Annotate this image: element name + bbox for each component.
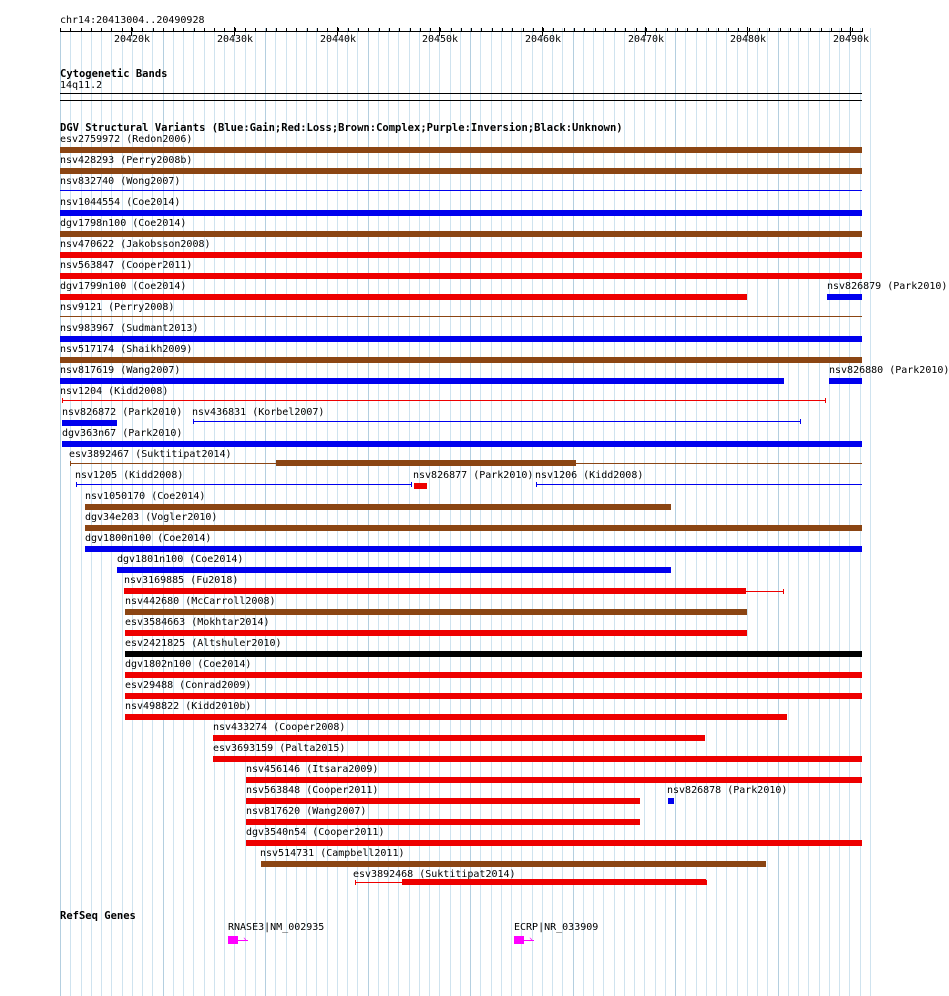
cytoband-rule-bottom bbox=[60, 100, 862, 101]
ruler-minor-tick bbox=[492, 28, 493, 32]
cytoband-title: Cytogenetic Bands bbox=[60, 68, 168, 80]
variant-bar[interactable] bbox=[62, 420, 117, 426]
ruler-minor-tick bbox=[70, 28, 71, 32]
variant-label: nsv826878 (Park2010) bbox=[667, 785, 788, 796]
variant-line[interactable] bbox=[62, 400, 825, 401]
ruler-minor-tick bbox=[358, 28, 359, 32]
ruler-minor-tick bbox=[317, 28, 318, 32]
ruler-minor-tick bbox=[245, 28, 246, 32]
region-label: chr14:20413004..20490928 bbox=[60, 15, 205, 26]
variant-start-cap bbox=[62, 398, 63, 403]
variant-bar[interactable] bbox=[85, 525, 862, 531]
variant-bar[interactable] bbox=[60, 231, 862, 237]
variant-bar[interactable] bbox=[125, 672, 862, 678]
gene-exon[interactable] bbox=[228, 936, 238, 944]
variant-label: nsv428293 (Perry2008b) bbox=[60, 155, 193, 166]
ruler-minor-tick bbox=[564, 28, 565, 32]
ruler-minor-tick bbox=[769, 28, 770, 32]
ruler-minor-tick bbox=[276, 28, 277, 32]
variant-bar[interactable] bbox=[60, 294, 747, 300]
variant-label: nsv983967 (Sudmant2013) bbox=[60, 323, 199, 334]
ruler-minor-tick bbox=[481, 28, 482, 32]
variant-label: nsv563847 (Cooper2011) bbox=[60, 260, 193, 271]
variant-bar[interactable] bbox=[261, 861, 766, 867]
ruler-minor-tick bbox=[224, 28, 225, 32]
ruler-minor-tick bbox=[91, 28, 92, 32]
variant-label: dgv1800n100 (Coe2014) bbox=[85, 533, 212, 544]
ruler-minor-tick bbox=[327, 28, 328, 32]
ruler-minor-tick bbox=[132, 28, 133, 32]
ruler-minor-tick bbox=[543, 28, 544, 32]
variant-start-cap bbox=[536, 482, 537, 487]
variant-bar[interactable] bbox=[246, 798, 640, 804]
ruler-minor-tick bbox=[122, 28, 123, 32]
ruler-minor-tick bbox=[451, 28, 452, 32]
variant-line[interactable] bbox=[60, 190, 862, 191]
variant-label: dgv1799n100 (Coe2014) bbox=[60, 281, 187, 292]
ruler-minor-tick bbox=[194, 28, 195, 32]
ruler-minor-tick bbox=[738, 28, 739, 32]
ruler-minor-tick bbox=[163, 28, 164, 32]
ruler-minor-tick bbox=[574, 28, 575, 32]
ruler-minor-tick bbox=[615, 28, 616, 32]
variant-label: nsv9121 (Perry2008) bbox=[60, 302, 175, 313]
variant-label: nsv442680 (McCarroll2008) bbox=[125, 596, 276, 607]
ruler-minor-tick bbox=[399, 28, 400, 32]
variant-bar[interactable] bbox=[213, 756, 862, 762]
variant-label: esv29488 (Conrad2009) bbox=[125, 680, 252, 691]
ruler-minor-tick bbox=[214, 28, 215, 32]
ruler-minor-tick bbox=[410, 28, 411, 32]
ruler-minor-tick bbox=[173, 28, 174, 32]
variant-label: nsv3169885 (Fu2018) bbox=[124, 575, 239, 586]
ruler-minor-tick bbox=[348, 28, 349, 32]
ruler-minor-tick bbox=[461, 28, 462, 32]
ruler-minor-tick bbox=[862, 28, 863, 32]
variant-start-cap bbox=[355, 880, 356, 885]
variant-label: nsv498822 (Kidd2010b) bbox=[125, 701, 252, 712]
ruler-minor-tick bbox=[728, 28, 729, 32]
variant-label: nsv826872 (Park2010) bbox=[62, 407, 183, 418]
variant-label: dgv1798n100 (Coe2014) bbox=[60, 218, 187, 229]
variant-core-bar[interactable] bbox=[276, 460, 576, 466]
ruler-minor-tick bbox=[512, 28, 513, 32]
variant-line[interactable] bbox=[76, 484, 411, 485]
grid-line bbox=[870, 28, 871, 996]
variant-bar[interactable] bbox=[125, 630, 747, 636]
ruler-minor-tick bbox=[708, 28, 709, 32]
ruler-minor-tick bbox=[584, 28, 585, 32]
variant-line[interactable] bbox=[536, 484, 862, 485]
variant-bar[interactable] bbox=[668, 798, 674, 804]
ruler-minor-tick bbox=[204, 28, 205, 32]
variant-bar[interactable] bbox=[117, 567, 671, 573]
ruler-minor-tick bbox=[183, 28, 184, 32]
variant-label: esv3892467 (Suktitipat2014) bbox=[69, 449, 232, 460]
variant-line[interactable] bbox=[60, 316, 862, 317]
variant-start-cap bbox=[193, 419, 194, 424]
variant-bar[interactable] bbox=[62, 441, 862, 447]
variant-label: nsv1044554 (Coe2014) bbox=[60, 197, 181, 208]
variant-label: nsv1204 (Kidd2008) bbox=[60, 386, 169, 397]
variant-bar[interactable] bbox=[125, 714, 787, 720]
ruler-minor-tick bbox=[338, 28, 339, 32]
variant-label: esv3892468 (Suktitipat2014) bbox=[353, 869, 516, 880]
ruler-minor-tick bbox=[677, 28, 678, 32]
ruler-minor-tick bbox=[810, 28, 811, 32]
ruler-minor-tick bbox=[368, 28, 369, 32]
variant-bar[interactable] bbox=[85, 504, 671, 510]
variant-bar[interactable] bbox=[60, 210, 862, 216]
variant-bar[interactable] bbox=[125, 651, 862, 657]
ruler-minor-tick bbox=[101, 28, 102, 32]
variant-label: dgv1801n100 (Coe2014) bbox=[117, 554, 244, 565]
variant-label: nsv470622 (Jakobsson2008) bbox=[60, 239, 211, 250]
ruler-minor-tick bbox=[379, 28, 380, 32]
ruler-minor-tick bbox=[296, 28, 297, 32]
ruler-tick-label: 20470k bbox=[627, 34, 665, 45]
ruler-minor-tick bbox=[595, 28, 596, 32]
ruler-minor-tick bbox=[800, 28, 801, 32]
variant-label: nsv433274 (Cooper2008) bbox=[213, 722, 346, 733]
ruler-minor-tick bbox=[389, 28, 390, 32]
variant-label: nsv826880 (Park2010) bbox=[829, 365, 949, 376]
ruler-minor-tick bbox=[307, 28, 308, 32]
ruler-minor-tick bbox=[440, 28, 441, 32]
variant-connector bbox=[746, 591, 783, 592]
ruler-tick-label: 20430k bbox=[216, 34, 254, 45]
ruler-tick-label: 20480k bbox=[729, 34, 767, 45]
ruler-minor-tick bbox=[625, 28, 626, 32]
variant-bar[interactable] bbox=[60, 273, 862, 279]
variant-label: nsv456146 (Itsara2009) bbox=[246, 764, 379, 775]
ruler-minor-tick bbox=[759, 28, 760, 32]
variant-label: esv3693159 (Palta2015) bbox=[213, 743, 346, 754]
ruler-tick-label: 20420k bbox=[113, 34, 151, 45]
ruler-minor-tick bbox=[430, 28, 431, 32]
variant-label: nsv817619 (Wang2007) bbox=[60, 365, 181, 376]
variant-bar[interactable] bbox=[414, 483, 427, 489]
ruler-minor-tick bbox=[523, 28, 524, 32]
ruler-minor-tick bbox=[255, 28, 256, 32]
ruler-minor-tick bbox=[656, 28, 657, 32]
variant-bar[interactable] bbox=[124, 588, 746, 594]
cytoband-rule-top bbox=[60, 93, 862, 94]
variant-label: nsv826877 (Park2010) bbox=[413, 470, 534, 481]
ruler-tick-label: 20490k bbox=[832, 34, 870, 45]
ruler-minor-tick bbox=[790, 28, 791, 32]
variant-end-cap bbox=[800, 419, 801, 424]
dgv-track-title: DGV Structural Variants (Blue:Gain;Red:Loss;Brown:Complex;Purple:Inversion;Black:Unknown) bbox=[60, 122, 623, 134]
variant-end-cap bbox=[706, 880, 707, 885]
refseq-track-title: RefSeq Genes bbox=[60, 910, 136, 922]
variant-line[interactable] bbox=[193, 421, 800, 422]
variant-label: dgv34e203 (Vogler2010) bbox=[85, 512, 218, 523]
variant-bar[interactable] bbox=[60, 168, 862, 174]
variant-bar[interactable] bbox=[60, 378, 784, 384]
variant-bar[interactable] bbox=[60, 357, 862, 363]
ruler-minor-tick bbox=[420, 28, 421, 32]
ruler-minor-tick bbox=[553, 28, 554, 32]
variant-bar[interactable] bbox=[85, 546, 862, 552]
variant-label: dgv3540n54 (Cooper2011) bbox=[246, 827, 385, 838]
variant-start-cap bbox=[70, 461, 71, 466]
ruler-minor-tick bbox=[852, 28, 853, 32]
ruler-minor-tick bbox=[718, 28, 719, 32]
ruler-minor-tick bbox=[502, 28, 503, 32]
variant-label: nsv514731 (Campbell2011) bbox=[260, 848, 405, 859]
ruler-minor-tick bbox=[636, 28, 637, 32]
variant-label: nsv817620 (Wang2007) bbox=[246, 806, 367, 817]
variant-label: nsv1050170 (Coe2014) bbox=[85, 491, 206, 502]
ruler-minor-tick bbox=[471, 28, 472, 32]
variant-bar[interactable] bbox=[60, 147, 862, 153]
variant-start-cap bbox=[76, 482, 77, 487]
variant-label: esv2421825 (Altshuler2010) bbox=[125, 638, 282, 649]
ruler-minor-tick bbox=[667, 28, 668, 32]
variant-label: nsv826879 (Park2010) bbox=[827, 281, 948, 292]
ruler-minor-tick bbox=[749, 28, 750, 32]
ruler-minor-tick bbox=[60, 28, 61, 32]
variant-bar[interactable] bbox=[829, 378, 862, 384]
variant-label: nsv1205 (Kidd2008) bbox=[75, 470, 184, 481]
variant-bar[interactable] bbox=[246, 819, 640, 825]
gene-strand-arrow-icon: › bbox=[528, 935, 534, 945]
variant-bar[interactable] bbox=[213, 735, 705, 741]
variant-end-cap bbox=[411, 482, 412, 487]
ruler-minor-tick bbox=[286, 28, 287, 32]
variant-label: nsv832740 (Wong2007) bbox=[60, 176, 181, 187]
variant-label: nsv517174 (Shaikh2009) bbox=[60, 344, 193, 355]
variant-bar[interactable] bbox=[246, 840, 862, 846]
gene-label: RNASE3|NM_002935 bbox=[228, 922, 325, 933]
gene-label: ECRP|NR_033909 bbox=[514, 922, 599, 933]
ruler-minor-tick bbox=[111, 28, 112, 32]
ruler-minor-tick bbox=[235, 28, 236, 32]
ruler-tick-label: 20440k bbox=[319, 34, 357, 45]
gene-exon[interactable] bbox=[514, 936, 524, 944]
ruler-minor-tick bbox=[533, 28, 534, 32]
variant-bar[interactable] bbox=[125, 693, 862, 699]
ruler-minor-tick bbox=[687, 28, 688, 32]
ruler-minor-tick bbox=[142, 28, 143, 32]
variant-bar[interactable] bbox=[246, 777, 862, 783]
ruler-minor-tick bbox=[841, 28, 842, 32]
variant-label: nsv563848 (Cooper2011) bbox=[246, 785, 379, 796]
variant-label: dgv363n67 (Park2010) bbox=[62, 428, 183, 439]
cytoband-band: 14q11.2 bbox=[60, 80, 103, 91]
ruler-minor-tick bbox=[780, 28, 781, 32]
variant-label: esv3584663 (Mokhtar2014) bbox=[125, 617, 270, 628]
ruler-minor-tick bbox=[81, 28, 82, 32]
variant-label: esv2759972 (Redon2006) bbox=[60, 134, 193, 145]
ruler-minor-tick bbox=[821, 28, 822, 32]
ruler-minor-tick bbox=[153, 28, 154, 32]
gene-strand-arrow-icon: › bbox=[242, 935, 248, 945]
variant-label: nsv436831 (Korbel2007) bbox=[192, 407, 325, 418]
variant-label: dgv1802n100 (Coe2014) bbox=[125, 659, 252, 670]
variant-label: nsv1206 (Kidd2008) bbox=[535, 470, 644, 481]
ruler-minor-tick bbox=[605, 28, 606, 32]
ruler-minor-tick bbox=[646, 28, 647, 32]
variant-bar[interactable] bbox=[60, 336, 862, 342]
ruler-tick-label: 20450k bbox=[421, 34, 459, 45]
variant-bar[interactable] bbox=[827, 294, 862, 300]
ruler-minor-tick bbox=[697, 28, 698, 32]
variant-end-cap bbox=[825, 398, 826, 403]
ruler-minor-tick bbox=[831, 28, 832, 32]
variant-end-cap bbox=[783, 589, 784, 594]
ruler-minor-tick bbox=[266, 28, 267, 32]
variant-bar[interactable] bbox=[60, 252, 862, 258]
ruler-tick-label: 20460k bbox=[524, 34, 562, 45]
variant-bar[interactable] bbox=[125, 609, 747, 615]
